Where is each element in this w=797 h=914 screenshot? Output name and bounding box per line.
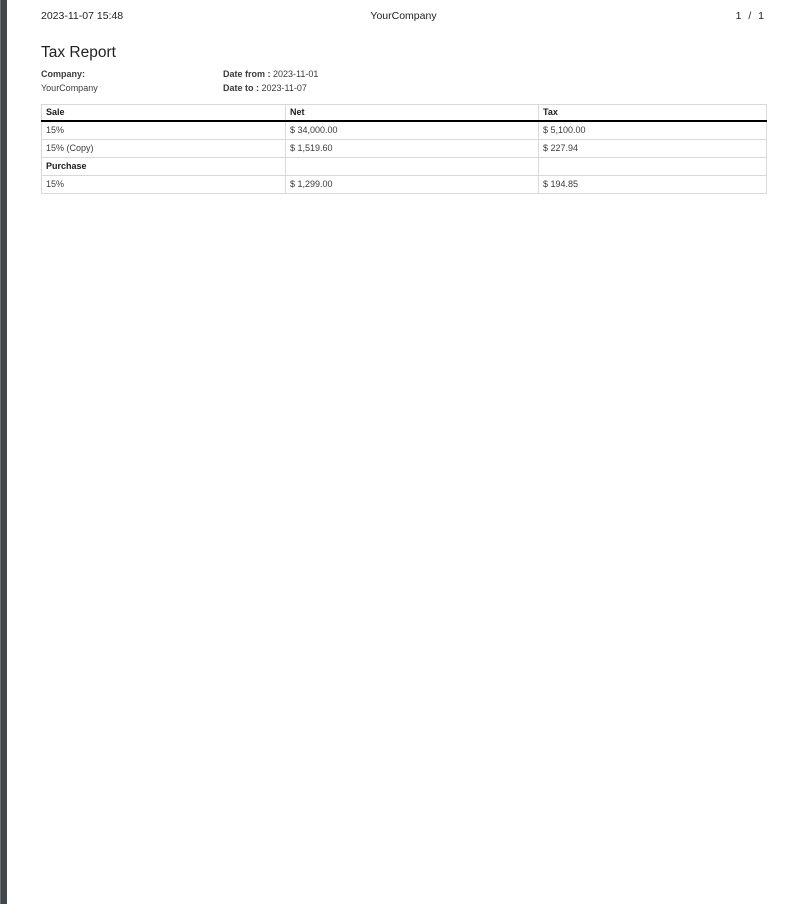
company-label: Company:	[41, 69, 86, 79]
tax-amount-cell: $ 227.94	[539, 139, 767, 157]
report-title: Tax Report	[41, 44, 116, 61]
section-name-cell: Purchase	[42, 157, 286, 175]
table-row	[42, 175, 767, 193]
page-header	[41, 0, 766, 23]
tax-name-cell: 15%	[42, 121, 286, 139]
company-info	[41, 67, 223, 95]
table-section-row	[42, 157, 767, 175]
tax-report-table	[41, 104, 767, 194]
company-value: YourCompany	[41, 83, 98, 93]
pdf-page	[41, 0, 766, 914]
viewer-edge-strip	[0, 0, 7, 904]
report-info	[41, 67, 766, 95]
column-header-sale: Sale	[42, 105, 286, 122]
tax-amount-cell	[539, 157, 767, 175]
date-to-row	[223, 81, 766, 95]
date-from-value: 2023-11-01	[273, 69, 319, 79]
date-from-row	[223, 67, 766, 81]
net-amount-cell	[286, 157, 539, 175]
date-range-info	[223, 67, 766, 95]
column-header-tax: Tax	[539, 105, 767, 122]
report-datetime: 2023-11-07 15:48	[41, 10, 124, 22]
column-header-net: Net	[286, 105, 539, 122]
tax-amount-cell: $ 5,100.00	[539, 121, 767, 139]
table-row	[42, 139, 767, 157]
net-amount-cell: $ 34,000.00	[286, 121, 539, 139]
page-indicator: 1 / 1	[735, 10, 766, 22]
date-from-label: Date from :	[223, 69, 271, 79]
date-to-label: Date to :	[223, 83, 259, 93]
table-header-row	[42, 105, 767, 122]
tax-name-cell: 15%	[42, 175, 286, 193]
tax-amount-cell: $ 194.85	[539, 175, 767, 193]
net-amount-cell: $ 1,299.00	[286, 175, 539, 193]
date-to-value: 2023-11-07	[261, 83, 307, 93]
tax-name-cell: 15% (Copy)	[42, 139, 286, 157]
net-amount-cell: $ 1,519.60	[286, 139, 539, 157]
table-row	[42, 121, 767, 139]
report-company-name: YourCompany	[370, 10, 437, 22]
